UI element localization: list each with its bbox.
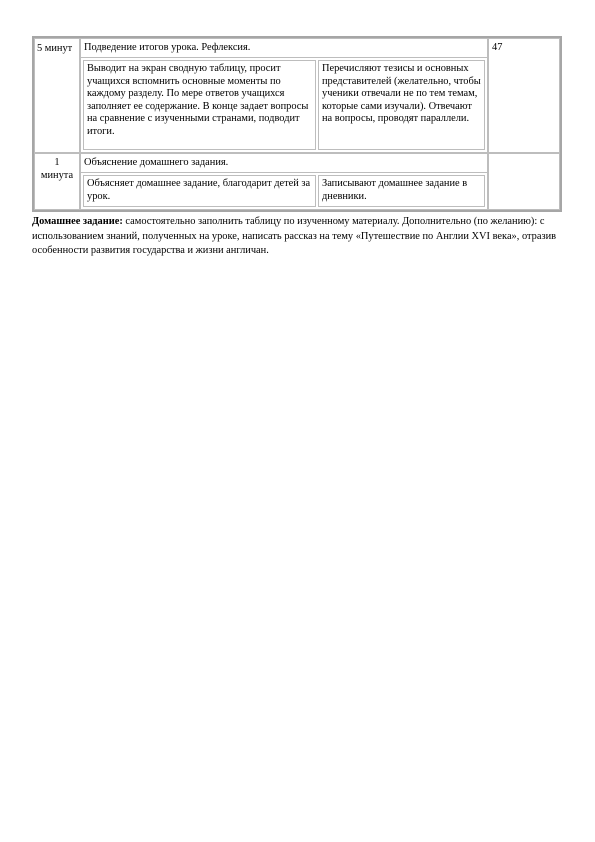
- student-activity: Перечисляют тезисы и основных представителей (желательно, чтобы ученики отвечали не по тем темам, которые сами изучали). Отвечают на вопросы, проводят параллели.: [318, 60, 485, 150]
- table-row: [34, 38, 560, 153]
- notes-value: 47: [492, 42, 503, 53]
- homework-label: Домашнее задание:: [32, 216, 123, 227]
- activity-row: [83, 175, 485, 207]
- activity-table: [81, 173, 487, 209]
- table-row: [34, 153, 560, 210]
- notes-cell: [488, 153, 560, 210]
- stage-cell: [80, 153, 488, 210]
- page: [32, 36, 562, 259]
- notes-cell: [488, 38, 560, 153]
- homework-text: самостоятельно заполнить таблицу по изученному материалу. Дополнительно (по желанию): с использованием знаний, полученных на уроке, написать рассказ на тему «Путешествие по Англии XVI века», отразив особенности развития государства и жизни англичан.: [32, 216, 557, 256]
- time-number: 1: [54, 157, 60, 168]
- time-unit: минута: [40, 169, 74, 181]
- activity-row: [83, 60, 485, 150]
- homework-paragraph: [32, 215, 562, 259]
- stage-title: Объяснение домашнего задания.: [81, 154, 487, 173]
- activity-table: [81, 58, 487, 152]
- lesson-plan-table: [32, 36, 562, 212]
- time-cell: [34, 38, 80, 153]
- stage-cell: [80, 38, 488, 153]
- student-activity: Записывают домашнее задание в дневники.: [318, 175, 485, 207]
- teacher-activity: Выводит на экран сводную таблицу, просит учащихся вспомнить основные моменты по каждому разделу. По мере ответов учащихся заполняет ее содержание. В конце задает вопросы на сравнение с изученными странами, подводит итоги.: [83, 60, 316, 150]
- time-label: 5 минут: [37, 43, 73, 54]
- teacher-activity: Объясняет домашнее задание, благодарит детей за урок.: [83, 175, 316, 207]
- stage-title: Подведение итогов урока. Рефлексия.: [81, 39, 487, 58]
- time-cell: [34, 153, 80, 210]
